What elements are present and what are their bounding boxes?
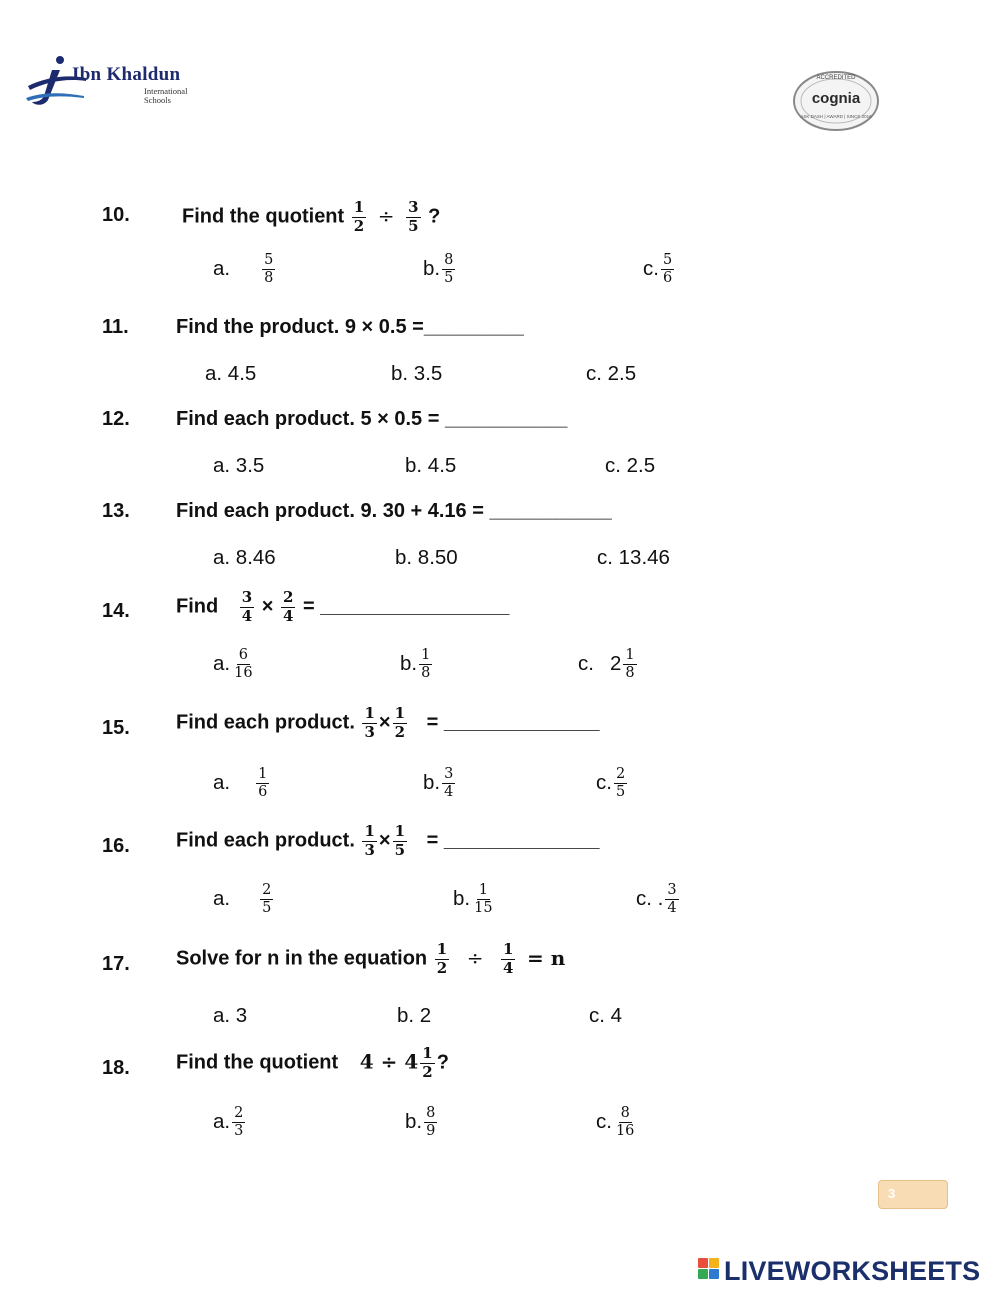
option-c[interactable]: c. 4 [589,1004,623,1027]
option-a[interactable]: a. 8.46 [213,546,276,569]
option-a[interactable]: a. $\frac{5}{8}$ [213,252,274,287]
brand-name: LIVEWORKSHEETS [724,1256,981,1286]
option-a[interactable]: a. 3.5 [213,454,265,477]
option-c[interactable]: c. $\frac{5}{6}$ [643,252,673,287]
question-text: Find each product. $\frac{1}{3}$ × $\frac{1}{2}$ = ______________ [176,704,600,741]
question-text: Find each product. 9. 30 + 4.16 = ___________ [176,500,612,522]
option-a[interactable]: a. $\frac{2}{5}$ [213,882,272,917]
question-text: Find $\frac{3}{4}$ × $\frac{2}{4}$ = _________________ [176,588,510,625]
option-c[interactable]: c. 2.5 [605,454,656,477]
option-a[interactable]: a. 4.5 [205,362,257,385]
question-text: Find each product. 5 × 0.5 = ___________ [176,408,568,430]
school-name: Ibn Khaldun [72,64,181,85]
question-number: 13. [102,500,130,522]
option-a[interactable]: a. $\frac{1}{6}$ [213,766,268,801]
option-c[interactable]: c. 13.46 [597,546,670,569]
brand-cube-icon [709,1258,719,1268]
badge-word: cognia [811,90,861,107]
option-c[interactable]: c. . $\frac{3}{4}$ [636,882,677,917]
question-text: Solve for n in the equation $\frac{1}{2}$ ÷ $\frac{1}{4}$ = n [176,940,566,977]
option-b[interactable]: b. $\frac{8}{5}$ [423,252,454,287]
brand-cube-icon [698,1258,708,1268]
page-number: 3 [888,1186,896,1201]
option-c[interactable]: c. $\frac{2}{5}$ [596,766,626,801]
school-subtitle: International Schools [144,86,188,105]
question-number: 11. [102,316,129,338]
option-a[interactable]: a. 3 [213,1004,248,1027]
badge-bottom-text: ASK DASH | AWARD | SINCE 2016 [800,114,872,119]
badge-top-text: ACCREDITED [816,75,856,81]
question-number: 10. [102,204,130,226]
option-b[interactable]: b. $\frac{8}{9}$ [405,1105,436,1140]
option-b[interactable]: b. $\frac{3}{4}$ [423,766,454,801]
question-number: 17. [102,953,130,975]
question-number: 12. [102,408,130,430]
option-c[interactable]: c. 2.5 [586,362,637,385]
question-text: Find the quotient 4 ÷ 4 $\frac{1}{2}$ ? [176,1044,449,1081]
question-number: 18. [102,1057,130,1079]
option-b[interactable]: b. 2 [397,1004,432,1027]
option-b[interactable]: b. $\frac{1}{8}$ [400,647,431,682]
option-b[interactable]: b. $\frac{1}{15}$ [453,882,493,917]
option-c[interactable]: c. $\frac{8}{16}$ [596,1105,635,1140]
question-text: Find the product. 9 × 0.5 =_________ [176,316,524,338]
question-number: 14. [102,600,130,622]
option-b[interactable]: b. 8.50 [395,546,458,569]
brand-cube-icon [709,1269,719,1279]
page-number-box [878,1180,948,1209]
option-a[interactable]: a. $\frac{6}{16}$ [213,647,253,682]
option-b[interactable]: b. 3.5 [391,362,443,385]
school-logo [22,52,262,112]
brand-cube-icon [698,1269,708,1279]
question-number: 16. [102,835,130,857]
option-c[interactable]: c. 2 $\frac{1}{8}$ [578,647,635,682]
cognia-badge [792,70,880,132]
question-text: Find each product. $\frac{1}{3}$ × $\frac{1}{5}$ = ______________ [176,822,600,859]
question-number: 15. [102,717,130,739]
option-a[interactable]: a. $\frac{2}{3}$ [213,1105,244,1140]
question-text: Find the quotient $\frac{1}{2}$ ÷ $\frac{3}{5}$ ? [182,198,441,235]
option-b[interactable]: b. 4.5 [405,454,457,477]
